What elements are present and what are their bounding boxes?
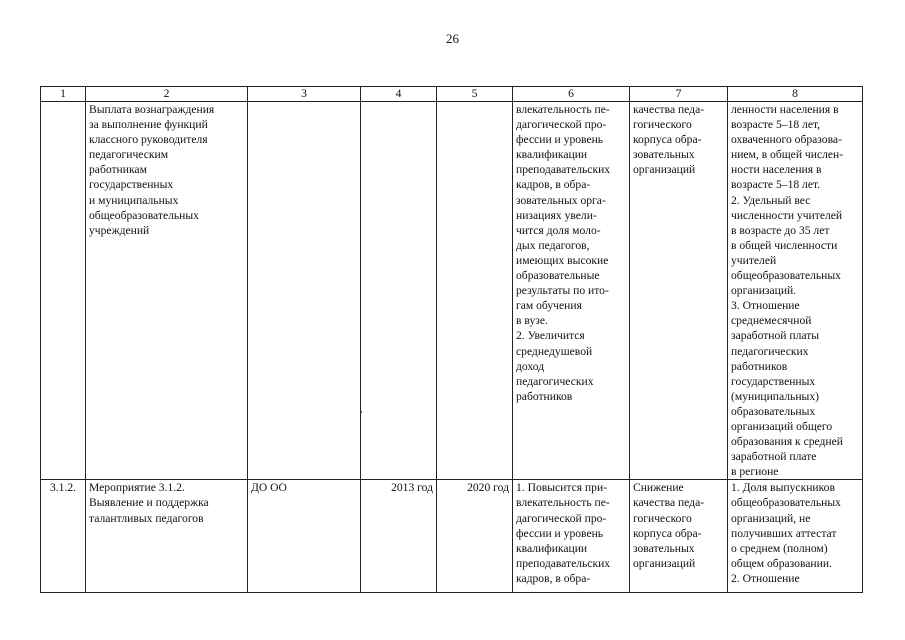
cell-executor	[248, 102, 361, 480]
cell-measure-name: Выплата вознаграждения за выполнение функций классного руководителя педагогическим работникам государственных и муниципальных общеобразовательных учреждений	[86, 102, 248, 480]
table-row	[41, 102, 863, 480]
header-col-7: 7	[630, 87, 728, 102]
cell-end-year: 2020 год	[437, 480, 513, 593]
cell-expected-result: 1. Повысится при- влекательность пе- дагогической про- фессии и уровень квалификации преподавательских кадров, в обра-	[513, 480, 630, 593]
cell-risk: Снижение качества педа- гогического корпуса обра- зовательных организаций	[630, 480, 728, 593]
program-table	[40, 86, 863, 593]
header-row	[41, 87, 863, 102]
cell-executor: ДО ОО	[248, 480, 361, 593]
header-col-6: 6	[513, 87, 630, 102]
header-col-1: 1	[41, 87, 86, 102]
cell-risk: качества педа- гогического корпуса обра- зовательных организаций	[630, 102, 728, 480]
scan-speck	[360, 411, 362, 413]
cell-number	[41, 102, 86, 480]
table-row	[41, 480, 863, 593]
header-col-8: 8	[728, 87, 863, 102]
cell-indicators: ленности населения в возрасте 5–18 лет, охваченного образова- нием, в общей числен- ности населения в возрасте 5–18 лет. 2. Удельный вес численности учителей в возрасте до 35 лет в общей численности учителей общеобразовательных организаций. 3. Отношение среднемесячной заработной платы педагогических работников государственных (муниципальных) образовательных организаций общего образования к средней заработной плате в регионе	[728, 102, 863, 480]
cell-number: 3.1.2.	[41, 480, 86, 593]
cell-measure-name: Мероприятие 3.1.2. Выявление и поддержка талантливых педагогов	[86, 480, 248, 593]
header-col-4: 4	[361, 87, 437, 102]
cell-end-year	[437, 102, 513, 480]
header-col-2: 2	[86, 87, 248, 102]
header-col-3: 3	[248, 87, 361, 102]
cell-indicators: 1. Доля выпускников общеобразовательных организаций, не получивших аттестат о среднем (полном) общем образовании. 2. Отношение	[728, 480, 863, 593]
page-number: 26	[446, 31, 459, 46]
header-col-5: 5	[437, 87, 513, 102]
cell-start-year: 2013 год	[361, 480, 437, 593]
cell-start-year	[361, 102, 437, 480]
cell-expected-result: влекательность пе- дагогической про- фессии и уровень квалификации преподавательских кадров, в обра- зовательных орга- низациях увели- чится доля моло- дых педагогов, имеющих высокие образовательные результаты по ито- гам обучения в вузе. 2. Увеличится среднедушевой доход педагогических работников	[513, 102, 630, 480]
